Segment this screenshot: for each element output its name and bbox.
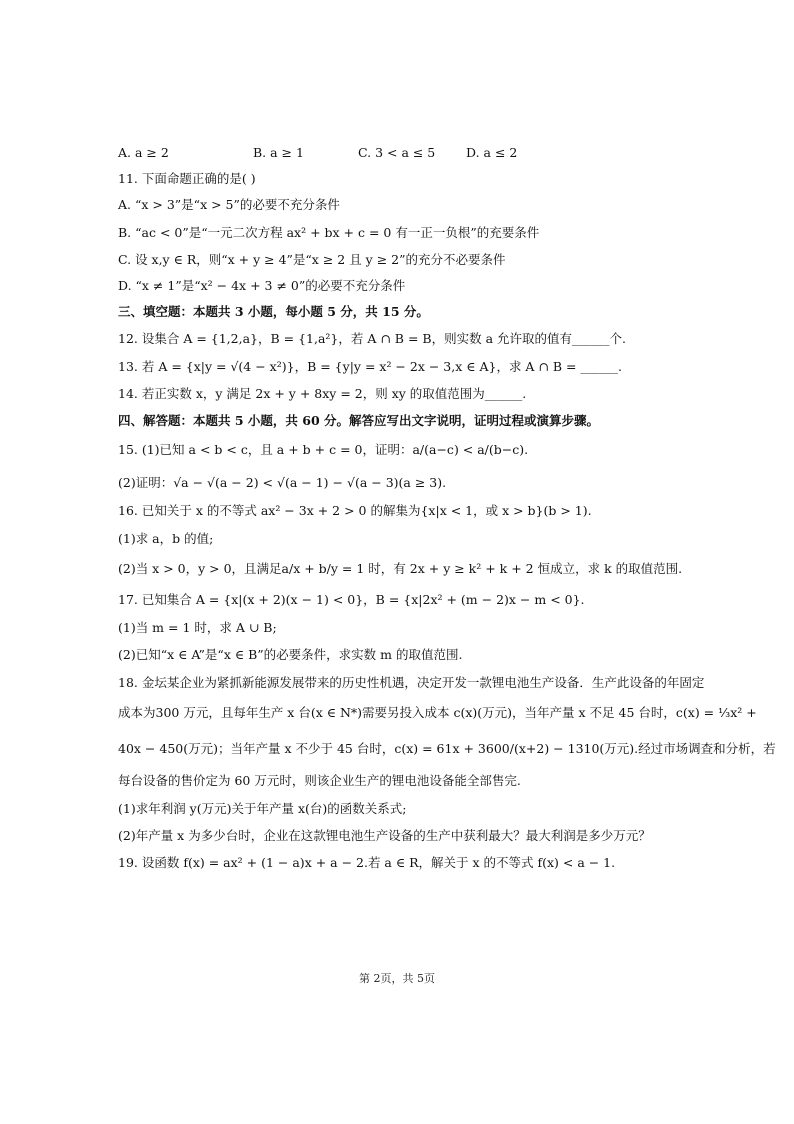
option-d: D. a ≤ 2 bbox=[466, 145, 518, 160]
q17-part1: (1)当 m = 1 时，求 A ∪ B; bbox=[118, 620, 277, 635]
q11-option-d: D. “x ≠ 1”是“x² − 4x + 3 ≠ 0”的必要不充分条件 bbox=[118, 278, 406, 293]
q16: 16. 已知关于 x 的不等式 ax² − 3x + 2 > 0 的解集为{x|x < 1，或 x > b}(b > 1). bbox=[118, 503, 592, 518]
q10-options bbox=[118, 144, 734, 162]
q18-line3: 40x − 450(万元)；当年产量 x 不少于 45 台时，c(x) = 61x + 3600/(x+2) − 1310(万元).经过市场调查和分析，若 bbox=[118, 741, 776, 756]
q14: 14. 若正实数 x，y 满足 2x + y + 8xy = 2，则 xy 的取值范围为______. bbox=[118, 386, 527, 401]
q16-part2: (2)当 x > 0，y > 0，且满足a/x + b/y = 1 时，有 2x + y ≥ k² + k + 2 恒成立，求 k 的取值范围. bbox=[118, 561, 683, 576]
q11-option-c: C. 设 x,y ∈ R，则“x + y ≥ 4”是“x ≥ 2 且 y ≥ 2”的充分不必要条件 bbox=[118, 252, 506, 267]
q17: 17. 已知集合 A = {x|(x + 2)(x − 1) < 0}，B = {x|2x² + (m − 2)x − m < 0}. bbox=[118, 592, 585, 607]
option-a: A. a ≥ 2 bbox=[118, 145, 169, 160]
q11-option-b: B. “ac < 0”是“一元二次方程 ax² + bx + c = 0 有一正一负根”的充要条件 bbox=[118, 225, 540, 240]
q19: 19. 设函数 f(x) = ax² + (1 − a)x + a − 2.若 a ∈ R，解关于 x 的不等式 f(x) < a − 1. bbox=[118, 855, 616, 870]
option-c: C. 3 < a ≤ 5 bbox=[358, 145, 436, 160]
q18-line2: 成本为300 万元，且每年生产 x 台(x ∈ N*)需要另投入成本 c(x)(万元)，当年产量 x 不足 45 台时，c(x) = ⅓x² + bbox=[118, 705, 757, 720]
option-b: B. a ≥ 1 bbox=[253, 145, 304, 160]
q15-part1: 15. (1)已知 a < b < c，且 a + b + c = 0，证明：a/(a−c) < a/(b−c). bbox=[118, 442, 529, 457]
q15-part2: (2)证明：√a − √(a − 2) < √(a − 1) − √(a − 3)(a ≥ 3). bbox=[118, 475, 447, 490]
q12: 12. 设集合 A = {1,2,a}，B = {1,a²}，若 A ∩ B = B，则实数 a 允许取的值有______个. bbox=[118, 331, 626, 346]
section-4-heading: 四、解答题：本题共 5 小题，共 60 分。解答应写出文字说明，证明过程或演算步骤。 bbox=[118, 413, 600, 428]
section-3-heading: 三、填空题：本题共 3 小题，每小题 5 分，共 15 分。 bbox=[118, 304, 429, 319]
q18-part2: (2)年产量 x 为多少台时，企业在这款锂电池生产设备的生产中获利最大？最大利润是多少万元？ bbox=[118, 828, 651, 843]
q18-line4: 每台设备的售价定为 60 万元时，则该企业生产的锂电池设备能全部售完. bbox=[118, 773, 521, 788]
q11-stem: 11. 下面命题正确的是( ) bbox=[118, 171, 256, 186]
q17-part2: (2)已知“x ∈ A”是“x ∈ B”的必要条件，求实数 m 的取值范围. bbox=[118, 647, 463, 662]
page-footer: 第 2页，共 5页 bbox=[359, 972, 435, 985]
q18-part1: (1)求年利润 y(万元)关于年产量 x(台)的函数关系式; bbox=[118, 801, 407, 816]
q18-line1: 18. 金坛某企业为紧抓新能源发展带来的历史性机遇，决定开发一款锂电池生产设备．生产此设备的年固定 bbox=[118, 675, 705, 690]
q16-part1: (1)求 a，b 的值; bbox=[118, 531, 214, 546]
q13: 13. 若 A = {x|y = √(4 − x²)}，B = {y|y = x² − 2x − 3,x ∈ A}，求 A ∩ B = ______. bbox=[118, 359, 622, 374]
q11-option-a: A. “x > 3”是“x > 5”的必要不充分条件 bbox=[118, 197, 340, 212]
